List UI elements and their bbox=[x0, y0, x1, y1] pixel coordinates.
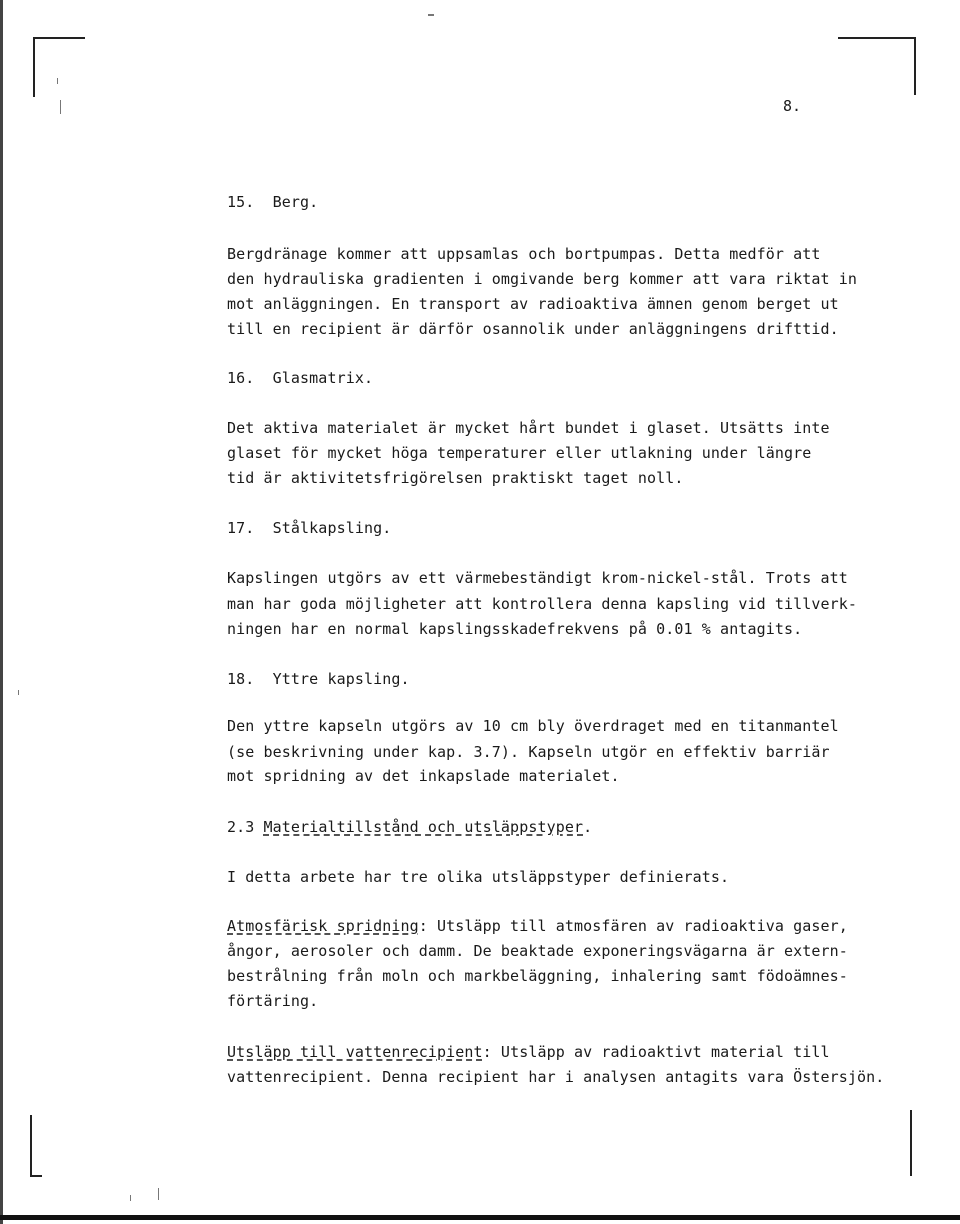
paragraph-line: Kapslingen utgörs av ett värmebeständigt krom-nickel-stål. Trots att bbox=[227, 569, 848, 587]
paragraph-line: ningen har en normal kapslingsskadefrekvens på 0.01 % antagits. bbox=[227, 620, 803, 638]
paragraph-line: mot anläggningen. En transport av radioaktiva ämnen genom berget ut bbox=[227, 295, 839, 313]
section-heading-glasmatrix: 16. Glasmatrix. bbox=[227, 369, 374, 387]
scan-mark bbox=[18, 690, 19, 695]
frame-left-edge bbox=[0, 0, 3, 1224]
paragraph-line: bestrålning från moln och markbeläggning, inhalering samt födoämnes- bbox=[227, 967, 848, 985]
paragraph-line: den hydrauliska gradienten i omgivande berg kommer att vara riktat in bbox=[227, 270, 858, 288]
paragraph-line: Bergdränage kommer att uppsamlas och bortpumpas. Detta medför att bbox=[227, 245, 821, 263]
section-heading-stalkapsling: 17. Stålkapsling. bbox=[227, 519, 392, 537]
definition-text: : Utsläpp till atmosfären av radioaktiva gaser, bbox=[418, 917, 848, 935]
frame-bottom-left bbox=[30, 1175, 42, 1177]
paragraph-line: (se beskrivning under kap. 3.7). Kapseln utgör en effektiv barriär bbox=[227, 743, 830, 761]
paragraph-line: förtäring. bbox=[227, 992, 319, 1010]
scan-mark bbox=[158, 1188, 159, 1200]
paragraph-line: ångor, aerosoler och damm. De beaktade exponeringsvägarna är extern- bbox=[227, 942, 848, 960]
term-atmosfarisk-spridning: Atmosfärisk spridning bbox=[227, 917, 419, 935]
frame-top-right bbox=[838, 37, 916, 39]
section-heading-2-3 bbox=[227, 818, 592, 836]
paragraph-line: man har goda möjligheter att kontrollera denna kapsling vid tillverk- bbox=[227, 595, 858, 613]
paragraph-line: I detta arbete har tre olika utsläppstyper definierats. bbox=[227, 868, 730, 886]
paragraph-line: vattenrecipient. Denna recipient har i analysen antagits vara Östersjön. bbox=[227, 1068, 885, 1086]
scan-mark bbox=[60, 100, 61, 114]
frame-right-bottom bbox=[910, 1110, 912, 1176]
page-number: 8. bbox=[783, 97, 802, 115]
paragraph-line: mot spridning av det inkapslade materialet. bbox=[227, 767, 620, 785]
section-heading-berg: 15. Berg. bbox=[227, 193, 319, 211]
definition-atmosfarisk bbox=[227, 917, 848, 935]
frame-top-left bbox=[33, 37, 85, 39]
frame-left-bottom bbox=[30, 1115, 32, 1177]
paragraph-line: glaset för mycket höga temperaturer eller utlakning under längre bbox=[227, 444, 812, 462]
section-title: Materialtillstånd och utsläppstyper bbox=[263, 818, 584, 836]
frame-right-top bbox=[914, 37, 916, 95]
definition-text: : Utsläpp av radioaktivt material till bbox=[482, 1043, 830, 1061]
scan-mark bbox=[57, 78, 58, 84]
section-heading-yttre-kapsling: 18. Yttre kapsling. bbox=[227, 670, 410, 688]
paragraph-line: Den yttre kapseln utgörs av 10 cm bly överdraget med en titanmantel bbox=[227, 717, 839, 735]
frame-left-top bbox=[33, 37, 35, 97]
term-utslapp-till-vattenrecipient: Utsläpp till vattenrecipient bbox=[227, 1043, 483, 1061]
scan-mark bbox=[428, 14, 434, 16]
paragraph-line: Det aktiva materialet är mycket hårt bundet i glaset. Utsätts inte bbox=[227, 419, 830, 437]
section-title-end: . bbox=[583, 818, 593, 836]
paragraph-line: tid är aktivitetsfrigörelsen praktiskt taget noll. bbox=[227, 469, 684, 487]
paragraph-line: till en recipient är därför osannolik under anläggningens drifttid. bbox=[227, 320, 839, 338]
section-number: 2.3 bbox=[227, 818, 264, 836]
scan-mark bbox=[130, 1195, 131, 1201]
scan-bottom-border bbox=[0, 1215, 960, 1220]
definition-vattenrecipient bbox=[227, 1043, 830, 1061]
